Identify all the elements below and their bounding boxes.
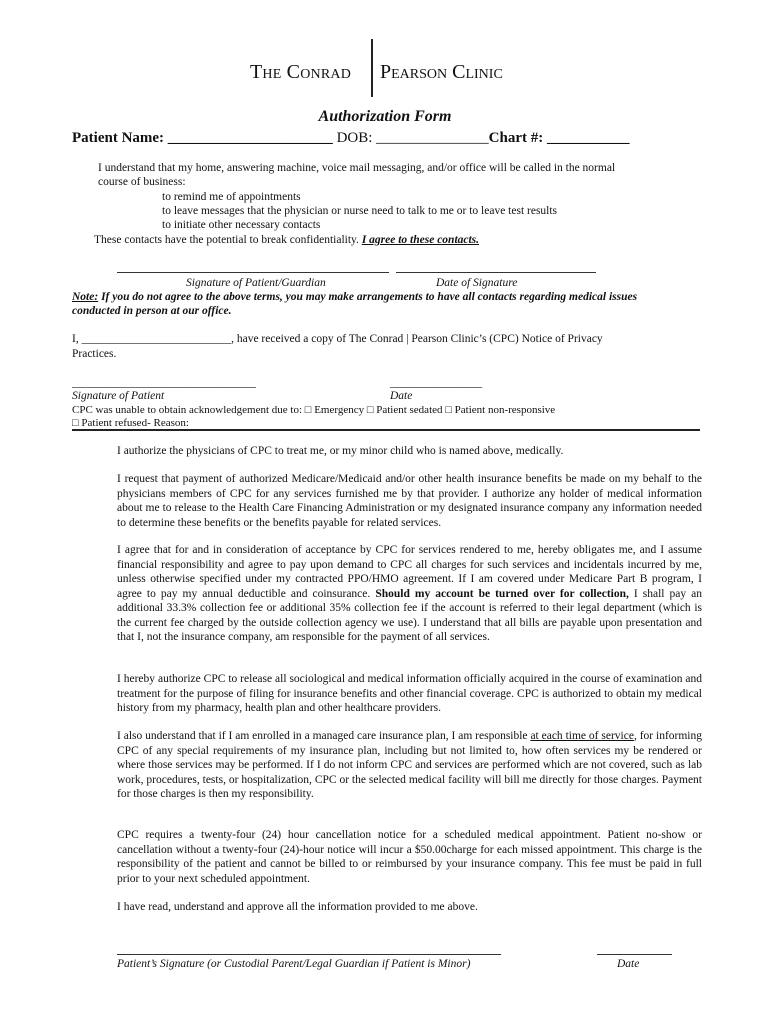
section-divider <box>72 429 700 431</box>
privacy-line1 <box>72 332 603 346</box>
chart-number-field[interactable]: Chart #: ___________ <box>488 130 630 146</box>
logo-text-right: Pearson Clinic <box>380 61 503 83</box>
benefits-payment-paragraph <box>117 472 702 530</box>
guardian-signature-line[interactable] <box>117 272 389 273</box>
contact-item: to remind me of appointments <box>162 191 301 203</box>
paragraph-text: I request that payment of authorized Medicare/Medicaid and/or other health insurance benefits be made on my behalf to the physicians members of CPC for any services furnished me by that provider. I authorize any holder of medical information about me to release to the Health Care Financing Administration or my designated insurance company any information needed to determine these benefits or the benefits payable for related services. <box>117 473 702 529</box>
patient-info-line <box>72 130 629 147</box>
paragraph-text: I hereby authorize CPC to release all sociological and medical information officially acquired in the course of examination and treatment for the purpose of filing for insurance benefits and other financial coverage. CPC is authorized to obtain my medical history from my pharmacy, health plan and other healthcare providers. <box>117 673 702 714</box>
paragraph-text <box>117 543 702 645</box>
note-text: If you do not agree to the above terms, you may make arrangements to have all contacts regarding medical issues <box>101 291 638 303</box>
final-signature-label: Patient’s Signature (or Custodial Parent/Legal Guardian if Patient is Minor) <box>117 958 471 970</box>
final-date-line[interactable] <box>597 954 672 955</box>
contact-item: to leave messages that the physician or nurse need to talk to me or to leave test results <box>162 205 558 217</box>
each-time-of-service-text: at each time of service <box>530 730 634 742</box>
collection-bold-text: Should my account be turned over for collection, <box>375 587 629 600</box>
confidentiality-statement <box>94 233 479 247</box>
note-label: Note: <box>72 291 99 303</box>
non-responsive-checkbox[interactable]: □ Patient non-responsive <box>445 404 556 416</box>
note-line2: conducted in person at our office. <box>72 305 232 317</box>
dob-field[interactable]: DOB: _______________ <box>336 130 489 146</box>
logo-divider <box>371 39 373 97</box>
financial-text: I agree that for and in consideration of acceptance by CPC for services rendered to me, hereby obligates me, and I assume financial responsibility and agree to pay upon demand to CPC all charges for such services and incidentals incurred by me, unless otherwise specified under my contracted PPO/HMO agreement. If I am covered under Medicare Part B program, I agree to pay my annual deductible and coinsurance. <box>117 544 702 600</box>
acknowledgement-paragraph <box>117 900 702 915</box>
patient-signature-label: Signature of Patient <box>72 390 165 402</box>
privacy-text: have received a copy of The Conrad | Pearson Clinic’s (CPC) Notice of Privacy <box>236 333 603 345</box>
sedated-checkbox[interactable]: □ Patient sedated <box>366 404 443 416</box>
final-signature-line[interactable] <box>117 954 501 955</box>
managed-care-text-rest: , for informing CPC of any special requirements of my insurance plan, including but not limited to, how often services my be rendered or where those services may be performed. If I do not inform CPC and services are performed which are not covered, such as lab work, procedures, tests, or hospitalization, CPC or the selected medical facility will bill me directly for those charges. Payment for those charges is then my responsibility. <box>117 730 702 800</box>
paragraph-text <box>117 729 702 802</box>
patient-name-field[interactable]: Patient Name: ______________________ <box>72 130 333 146</box>
logo-text-left: The Conrad <box>250 61 351 83</box>
patient-date-label: Date <box>390 390 413 402</box>
managed-care-text: I also understand that if I am enrolled in a managed care insurance plan, I am responsible <box>117 730 528 742</box>
paragraph-text: I authorize the physicians of CPC to treat me, or my minor child who is named above, medically. <box>117 445 564 457</box>
guardian-signature-label: Signature of Patient/Guardian <box>186 277 326 289</box>
risk-text: These contacts have the potential to break confidentiality. <box>94 234 359 246</box>
agree-contacts-text: I agree to these contacts. <box>361 234 480 246</box>
signature-date-line[interactable] <box>396 272 596 273</box>
paragraph-text: I have read, understand and approve all the information provided to me above. <box>117 901 478 913</box>
privacy-line2: Practices. <box>72 348 117 360</box>
information-release-paragraph <box>117 672 702 716</box>
cancellation-policy-paragraph <box>117 828 702 886</box>
paragraph-text: CPC requires a twenty-four (24) hour cancellation notice for a scheduled medical appointment. Patient no-show or cancellation without a twenty-four (24)-hour notice will incur a $50.00charge for each missed appointment. This charge is the responsibility of the patient and cannot be billed to or reimbursed by your insurance company. This fee must be paid in full prior to your next scheduled appointment. <box>117 829 702 885</box>
unable-label: CPC was unable to obtain acknowledgement due to: <box>72 404 303 416</box>
managed-care-paragraph <box>117 729 702 802</box>
refused-checkbox[interactable]: □ Patient refused- Reason: <box>72 417 189 429</box>
privacy-name-field[interactable]: I, __________________________, <box>72 333 234 345</box>
contact-intro-line2: course of business: <box>98 176 186 188</box>
contact-intro-line1: I understand that my home, answering machine, voice mail messaging, and/or office will be called in the normal <box>98 162 616 174</box>
note-line1 <box>72 290 637 304</box>
contact-item: to initiate other necessary contacts <box>162 219 321 231</box>
collection-text: I shall pay an additional 33.3% collection fee or additional 35% collection fee if the account is referred to their legal department (which is the current fee charged by the outside collection agency we use). I understand that all bills are payable upon presentation and that I, not the insurance company, am responsible for the payment of all services. <box>117 587 703 643</box>
patient-date-line[interactable]: ________________ <box>390 377 482 389</box>
emergency-checkbox[interactable]: □ Emergency <box>304 404 365 416</box>
final-date-label: Date <box>617 958 640 970</box>
form-title: Authorization Form <box>318 108 452 125</box>
treatment-authorization-paragraph <box>117 444 702 459</box>
clinic-logo <box>250 52 550 102</box>
patient-signature-line[interactable]: ________________________________ <box>72 377 256 389</box>
acknowledgement-options <box>72 403 555 417</box>
signature-date-label: Date of Signature <box>436 277 518 289</box>
financial-responsibility-paragraph <box>117 543 702 645</box>
